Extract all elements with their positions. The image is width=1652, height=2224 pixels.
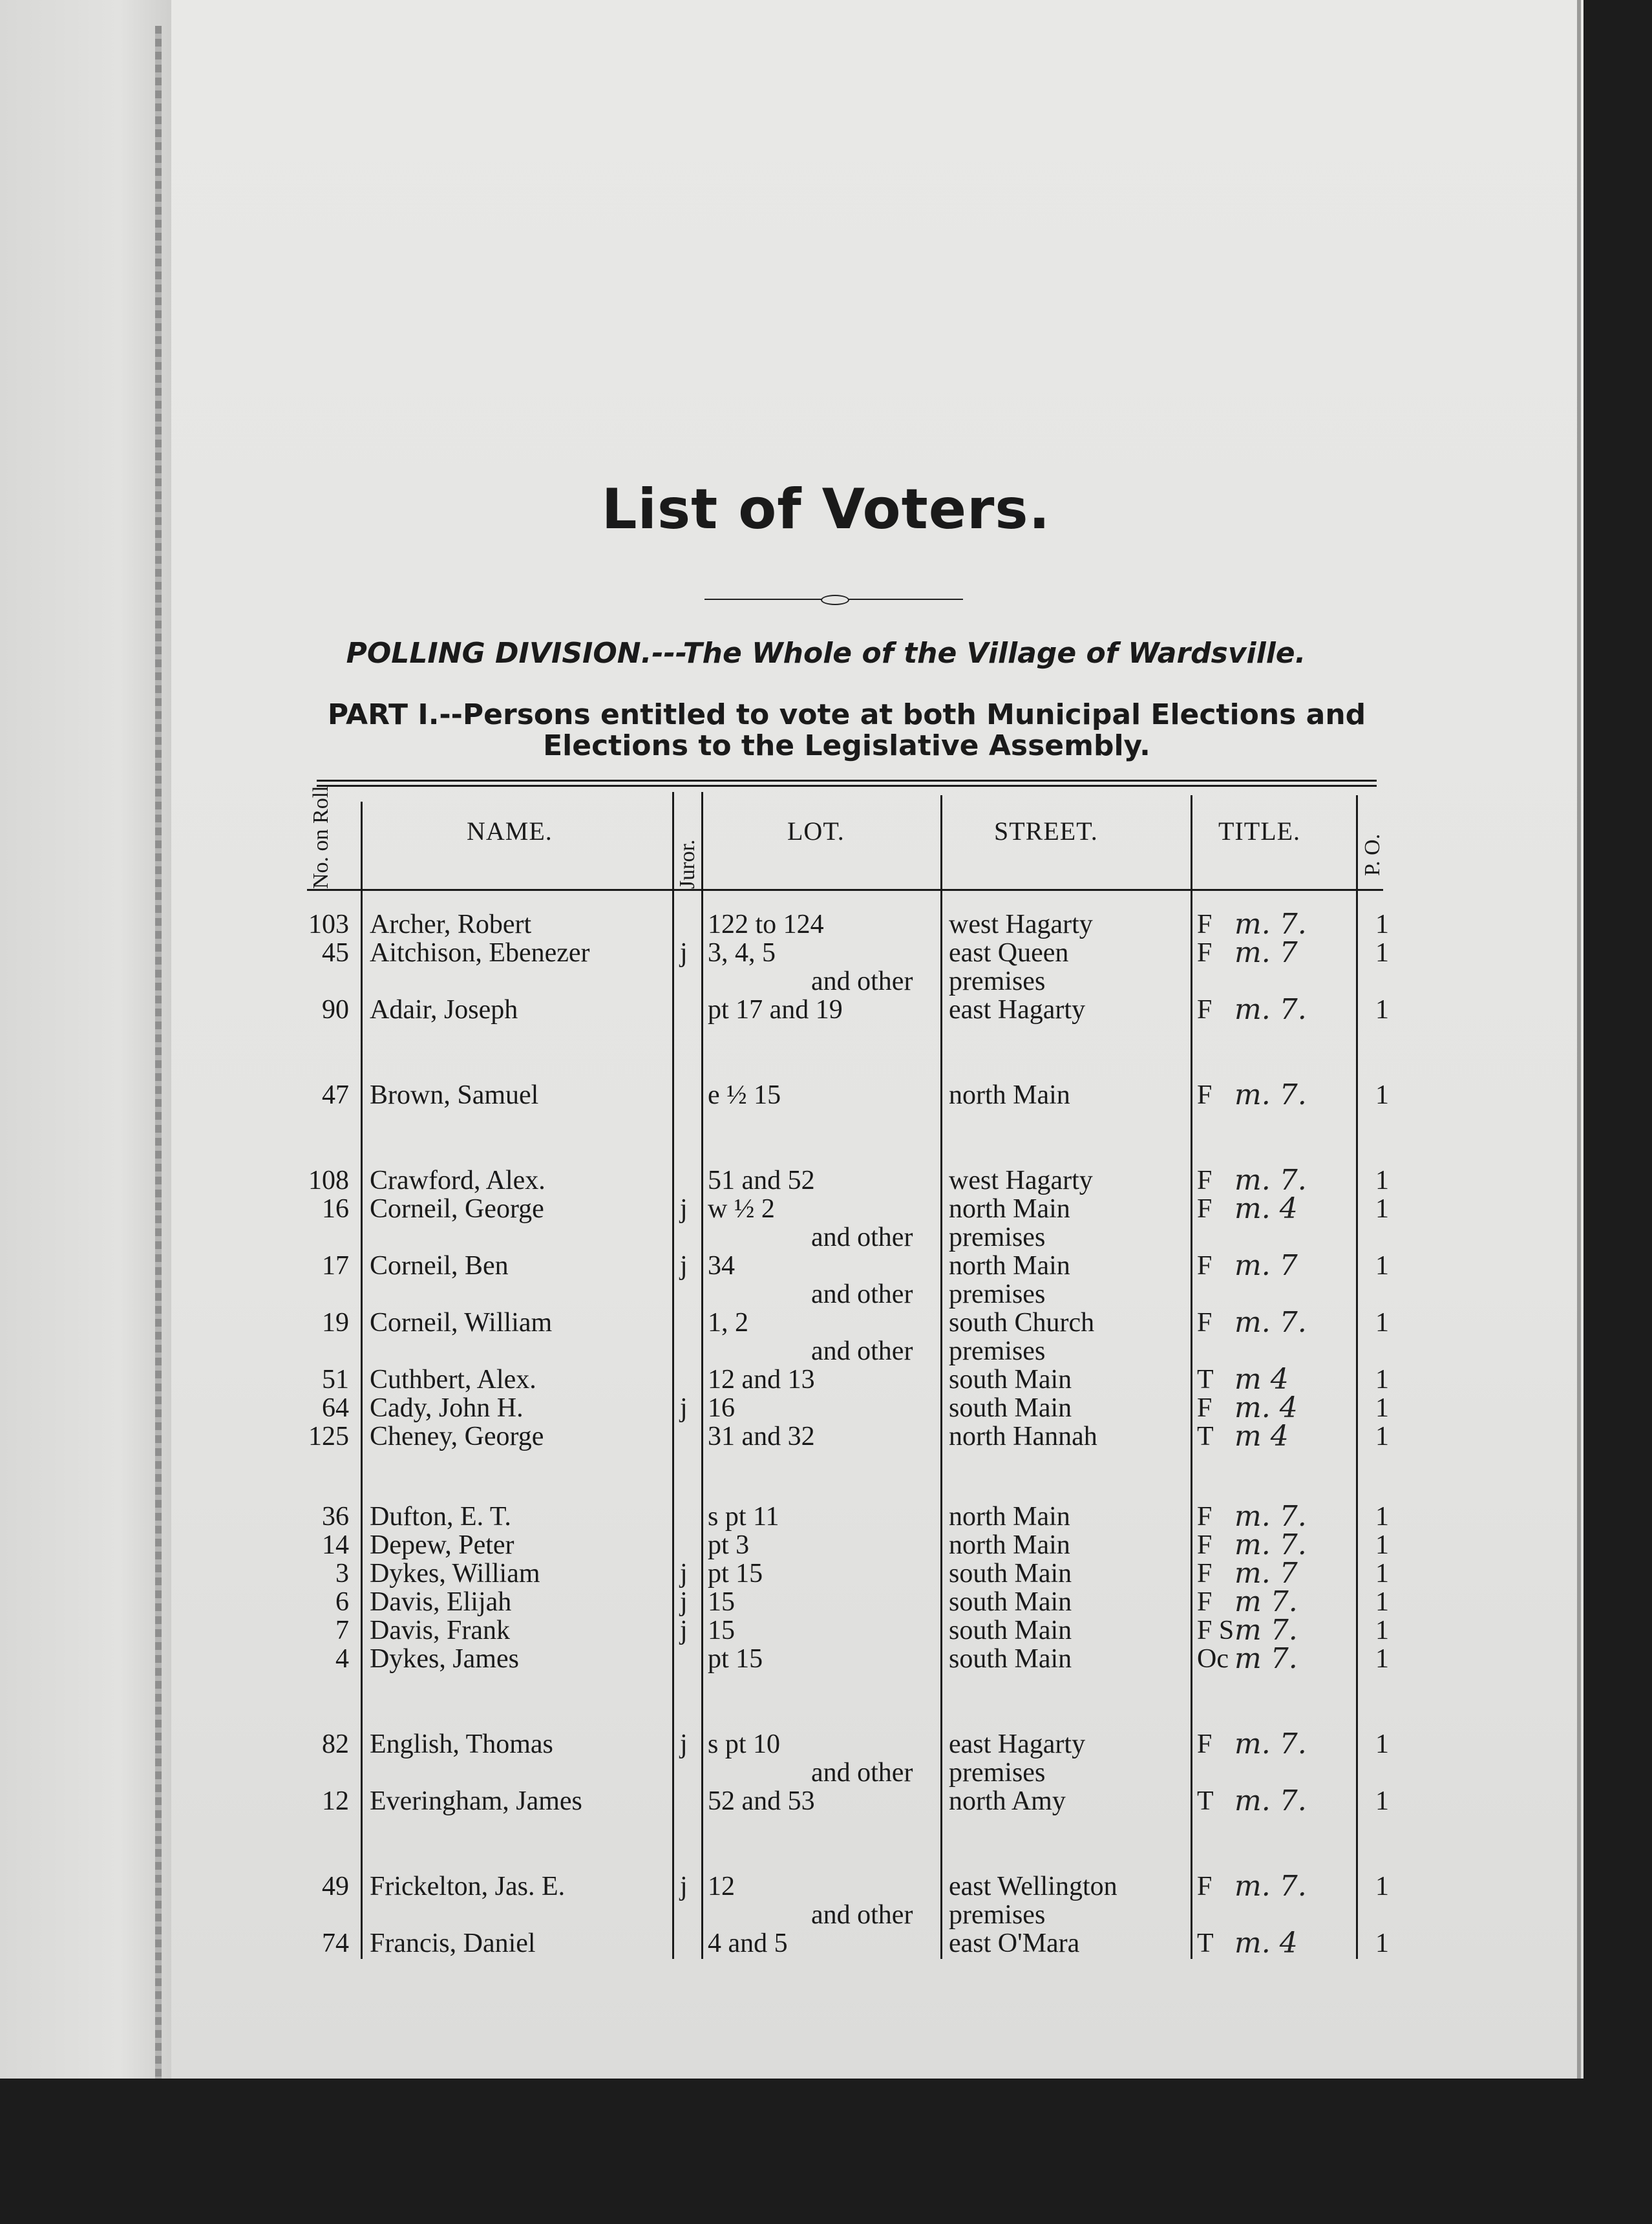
lot-value: 15 bbox=[708, 1616, 735, 1645]
header-juror: Juror. bbox=[675, 839, 699, 889]
juror-mark: j bbox=[680, 1194, 688, 1224]
juror-mark: j bbox=[680, 1559, 688, 1588]
street-value: premises bbox=[949, 1900, 1046, 1930]
lot-other-note: and other bbox=[811, 1223, 913, 1252]
voter-name: Brown, Samuel bbox=[370, 1080, 539, 1110]
roll-number: 7 bbox=[335, 1616, 349, 1645]
table-header-rule bbox=[307, 889, 1383, 891]
header-title: TITLE. bbox=[1218, 817, 1301, 846]
handwritten-annotation: m. 7. bbox=[1234, 1500, 1307, 1533]
table-row bbox=[0, 1365, 1583, 1394]
table-row bbox=[0, 1528, 1583, 1561]
lot-value: 1, 2 bbox=[708, 1308, 748, 1338]
table-row bbox=[0, 967, 1583, 996]
handwritten-annotation: m. 7 bbox=[1234, 936, 1298, 969]
lot-value: 52 and 53 bbox=[708, 1786, 815, 1816]
roll-number: 19 bbox=[322, 1308, 349, 1338]
table-row bbox=[0, 1192, 1583, 1225]
handwritten-annotation: m 4 bbox=[1234, 1363, 1289, 1396]
street-value: south Main bbox=[949, 1365, 1072, 1395]
roll-number: 14 bbox=[322, 1530, 349, 1560]
handwritten-annotation: m. 7. bbox=[1234, 1164, 1307, 1197]
voter-name: Everingham, James bbox=[370, 1786, 582, 1816]
handwritten-annotation: m. 7. bbox=[1234, 1870, 1307, 1903]
roll-number: 49 bbox=[322, 1872, 349, 1901]
street-value: south Main bbox=[949, 1587, 1072, 1617]
street-value: north Main bbox=[949, 1251, 1070, 1281]
voter-name: Dykes, James bbox=[370, 1644, 519, 1674]
table-row bbox=[0, 936, 1583, 969]
street-value: north Main bbox=[949, 1194, 1070, 1224]
juror-mark: j bbox=[680, 1587, 688, 1617]
title-code: F S bbox=[1197, 1616, 1234, 1645]
title-code: F bbox=[1197, 995, 1213, 1025]
lot-other-note: and other bbox=[811, 1900, 913, 1930]
header-street: STREET. bbox=[994, 817, 1098, 846]
voter-name: Crawford, Alex. bbox=[370, 1166, 545, 1195]
title-code: F bbox=[1197, 910, 1213, 939]
lot-value: pt 17 and 19 bbox=[708, 995, 843, 1025]
post-office-number: 1 bbox=[1375, 1080, 1389, 1110]
post-office-number: 1 bbox=[1375, 1872, 1389, 1901]
roll-number: 125 bbox=[308, 1422, 349, 1451]
voter-name: Francis, Daniel bbox=[370, 1929, 536, 1958]
street-value: west Hagarty bbox=[949, 1166, 1093, 1195]
voter-name: Corneil, William bbox=[370, 1308, 553, 1338]
voter-name: Cheney, George bbox=[370, 1422, 544, 1451]
lot-other-note: and other bbox=[811, 1279, 913, 1309]
lot-value: 31 and 32 bbox=[708, 1422, 815, 1451]
roll-number: 17 bbox=[322, 1251, 349, 1281]
post-office-number: 1 bbox=[1375, 1365, 1389, 1395]
street-value: east Wellington bbox=[949, 1872, 1117, 1901]
roll-number: 6 bbox=[335, 1587, 349, 1617]
lot-value: 34 bbox=[708, 1251, 735, 1281]
table-row bbox=[0, 1872, 1583, 1901]
table-row bbox=[0, 1585, 1583, 1618]
street-value: north Main bbox=[949, 1502, 1070, 1532]
roll-number: 3 bbox=[335, 1559, 349, 1588]
title-code: T bbox=[1197, 1422, 1214, 1451]
voter-name: Depew, Peter bbox=[370, 1530, 514, 1560]
part-heading: PART I.--Persons entitled to vote at both Municipal Elections and Elections to the Legislative Assembly. bbox=[327, 698, 1366, 762]
title-code: F bbox=[1197, 1559, 1213, 1588]
voter-name: Adair, Joseph bbox=[370, 995, 518, 1025]
street-value: east Hagarty bbox=[949, 1729, 1086, 1759]
post-office-number: 1 bbox=[1375, 1929, 1389, 1958]
juror-mark: j bbox=[680, 938, 688, 968]
handwritten-annotation: m. 4 bbox=[1234, 1927, 1298, 1960]
lot-value: 12 bbox=[708, 1872, 735, 1901]
table-row bbox=[0, 1280, 1583, 1309]
roll-number: 16 bbox=[322, 1194, 349, 1224]
voter-name: Cuthbert, Alex. bbox=[370, 1365, 536, 1395]
post-office-number: 1 bbox=[1375, 1559, 1389, 1588]
post-office-number: 1 bbox=[1375, 1786, 1389, 1816]
street-value: north Amy bbox=[949, 1786, 1066, 1816]
roll-number: 64 bbox=[322, 1393, 349, 1423]
table-row bbox=[0, 1642, 1583, 1675]
handwritten-annotation: m 4 bbox=[1234, 1420, 1289, 1453]
header-name: NAME. bbox=[467, 817, 553, 846]
document-title: List of Voters. bbox=[601, 477, 1051, 542]
voter-name: Davis, Frank bbox=[370, 1616, 510, 1645]
table-row bbox=[0, 1422, 1583, 1451]
roll-number: 108 bbox=[308, 1166, 349, 1195]
post-office-number: 1 bbox=[1375, 1393, 1389, 1423]
table-row bbox=[0, 1502, 1583, 1531]
post-office-number: 1 bbox=[1375, 1644, 1389, 1674]
lot-value: 122 to 124 bbox=[708, 910, 824, 939]
post-office-number: 1 bbox=[1375, 1616, 1389, 1645]
street-value: east Hagarty bbox=[949, 995, 1086, 1025]
voter-name: Archer, Robert bbox=[370, 910, 532, 939]
title-code: F bbox=[1197, 1251, 1213, 1281]
lot-value: pt 15 bbox=[708, 1644, 763, 1674]
title-code: F bbox=[1197, 1166, 1213, 1195]
street-value: premises bbox=[949, 1279, 1046, 1309]
street-value: south Main bbox=[949, 1559, 1072, 1588]
title-code: T bbox=[1197, 1929, 1214, 1958]
street-value: east O'Mara bbox=[949, 1929, 1080, 1958]
post-office-number: 1 bbox=[1375, 1729, 1389, 1759]
street-value: premises bbox=[949, 1223, 1046, 1252]
title-code: F bbox=[1197, 1729, 1213, 1759]
title-code: T bbox=[1197, 1365, 1214, 1395]
voter-name: Corneil, George bbox=[370, 1194, 544, 1224]
handwritten-annotation: m. 7. bbox=[1234, 1784, 1307, 1817]
roll-number: 45 bbox=[322, 938, 349, 968]
handwritten-annotation: m 7. bbox=[1234, 1614, 1298, 1647]
voter-name: Dykes, William bbox=[370, 1559, 540, 1588]
post-office-number: 1 bbox=[1375, 1308, 1389, 1338]
street-value: premises bbox=[949, 1336, 1046, 1366]
roll-number: 4 bbox=[335, 1644, 349, 1674]
handwritten-annotation: m. 7. bbox=[1234, 908, 1307, 941]
table-row bbox=[0, 1166, 1583, 1195]
voter-name: Davis, Elijah bbox=[370, 1587, 512, 1617]
header-po: P. O. bbox=[1361, 833, 1384, 876]
table-row bbox=[0, 1784, 1583, 1817]
handwritten-annotation: m. 7 bbox=[1234, 1557, 1298, 1590]
street-value: south Main bbox=[949, 1393, 1072, 1423]
voter-name: Dufton, E. T. bbox=[370, 1502, 511, 1532]
post-office-number: 1 bbox=[1375, 1166, 1389, 1195]
juror-mark: j bbox=[680, 1616, 688, 1645]
lot-value: 4 and 5 bbox=[708, 1929, 788, 1958]
street-value: premises bbox=[949, 1758, 1046, 1788]
juror-mark: j bbox=[680, 1729, 688, 1759]
lot-value: pt 15 bbox=[708, 1559, 763, 1588]
street-value: premises bbox=[949, 967, 1046, 996]
roll-number: 47 bbox=[322, 1080, 349, 1110]
polling-division-heading: POLLING DIVISION.---The Whole of the Village of Wardsville. bbox=[346, 637, 1306, 670]
handwritten-annotation: m 7. bbox=[1234, 1642, 1298, 1675]
table-row bbox=[0, 1391, 1583, 1424]
handwritten-annotation: m. 7. bbox=[1234, 1306, 1307, 1339]
street-value: south Church bbox=[949, 1308, 1095, 1338]
lot-value: 12 and 13 bbox=[708, 1365, 815, 1395]
header-no-on-roll: No. on Roll bbox=[309, 786, 333, 889]
title-code: F bbox=[1197, 1308, 1213, 1338]
lot-value: 15 bbox=[708, 1587, 735, 1617]
lot-value: 3, 4, 5 bbox=[708, 938, 776, 968]
voter-name: Cady, John H. bbox=[370, 1393, 524, 1423]
post-office-number: 1 bbox=[1375, 938, 1389, 968]
title-code: F bbox=[1197, 1872, 1213, 1901]
juror-mark: j bbox=[680, 1393, 688, 1423]
table-row bbox=[0, 1249, 1583, 1282]
post-office-number: 1 bbox=[1375, 995, 1389, 1025]
title-code: F bbox=[1197, 1194, 1213, 1224]
handwritten-annotation: m. 7 bbox=[1234, 1249, 1298, 1282]
roll-number: 74 bbox=[322, 1929, 349, 1958]
juror-mark: j bbox=[680, 1872, 688, 1901]
post-office-number: 1 bbox=[1375, 1502, 1389, 1532]
lot-value: s pt 11 bbox=[708, 1502, 779, 1532]
roll-number: 51 bbox=[322, 1365, 349, 1395]
title-code: F bbox=[1197, 938, 1213, 968]
title-ornament-rule bbox=[704, 597, 963, 601]
table-row bbox=[0, 993, 1583, 1026]
handwritten-annotation: m. 7. bbox=[1234, 1528, 1307, 1561]
lot-value: w ½ 2 bbox=[708, 1194, 775, 1224]
table-row bbox=[0, 1223, 1583, 1252]
post-office-number: 1 bbox=[1375, 1251, 1389, 1281]
post-office-number: 1 bbox=[1375, 1422, 1389, 1451]
handwritten-annotation: m. 7. bbox=[1234, 1727, 1307, 1760]
handwritten-annotation: m. 7. bbox=[1234, 993, 1307, 1026]
table-row bbox=[0, 1559, 1583, 1588]
handwritten-annotation: m. 4 bbox=[1234, 1391, 1298, 1424]
lot-value: 16 bbox=[708, 1393, 735, 1423]
street-value: south Main bbox=[949, 1616, 1072, 1645]
table-row bbox=[0, 910, 1583, 939]
header-lot: LOT. bbox=[787, 817, 845, 846]
post-office-number: 1 bbox=[1375, 910, 1389, 939]
street-value: east Queen bbox=[949, 938, 1069, 968]
street-value: south Main bbox=[949, 1644, 1072, 1674]
table-row bbox=[0, 1727, 1583, 1760]
roll-number: 36 bbox=[322, 1502, 349, 1532]
table-row bbox=[0, 1929, 1583, 1958]
roll-number: 103 bbox=[308, 910, 349, 939]
street-value: north Main bbox=[949, 1080, 1070, 1110]
street-value: north Hannah bbox=[949, 1422, 1097, 1451]
table-top-rule-1 bbox=[317, 780, 1377, 782]
handwritten-annotation: m. 7. bbox=[1234, 1078, 1307, 1111]
table-row bbox=[0, 1759, 1583, 1787]
table-row bbox=[0, 1616, 1583, 1645]
voter-name: Aitchison, Ebenezer bbox=[370, 938, 590, 968]
voter-name: Corneil, Ben bbox=[370, 1251, 509, 1281]
title-code: T bbox=[1197, 1786, 1214, 1816]
lot-value: e ½ 15 bbox=[708, 1080, 781, 1110]
table-top-rule-2 bbox=[317, 785, 1377, 787]
table-row bbox=[0, 1306, 1583, 1339]
title-code: F bbox=[1197, 1587, 1213, 1617]
title-code: F bbox=[1197, 1080, 1213, 1110]
handwritten-annotation: m 7. bbox=[1234, 1585, 1298, 1618]
lot-value: 51 and 52 bbox=[708, 1166, 815, 1195]
lot-value: s pt 10 bbox=[708, 1729, 781, 1759]
lot-value: pt 3 bbox=[708, 1530, 750, 1560]
roll-number: 90 bbox=[322, 995, 349, 1025]
roll-number: 12 bbox=[322, 1786, 349, 1816]
table-row bbox=[0, 1901, 1583, 1929]
roll-number: 82 bbox=[322, 1729, 349, 1759]
title-code: F bbox=[1197, 1393, 1213, 1423]
title-code: Oc bbox=[1197, 1644, 1229, 1674]
title-code: F bbox=[1197, 1530, 1213, 1560]
post-office-number: 1 bbox=[1375, 1587, 1389, 1617]
voter-name: Frickelton, Jas. E. bbox=[370, 1872, 566, 1901]
title-code: F bbox=[1197, 1502, 1213, 1532]
street-value: north Main bbox=[949, 1530, 1070, 1560]
post-office-number: 1 bbox=[1375, 1194, 1389, 1224]
juror-mark: j bbox=[680, 1251, 688, 1281]
voter-name: English, Thomas bbox=[370, 1729, 553, 1759]
lot-other-note: and other bbox=[811, 1758, 913, 1788]
street-value: west Hagarty bbox=[949, 910, 1093, 939]
lot-other-note: and other bbox=[811, 1336, 913, 1366]
lot-other-note: and other bbox=[811, 967, 913, 996]
table-row bbox=[0, 1078, 1583, 1111]
post-office-number: 1 bbox=[1375, 1530, 1389, 1560]
handwritten-annotation: m. 4 bbox=[1234, 1192, 1298, 1225]
table-row bbox=[0, 1337, 1583, 1365]
